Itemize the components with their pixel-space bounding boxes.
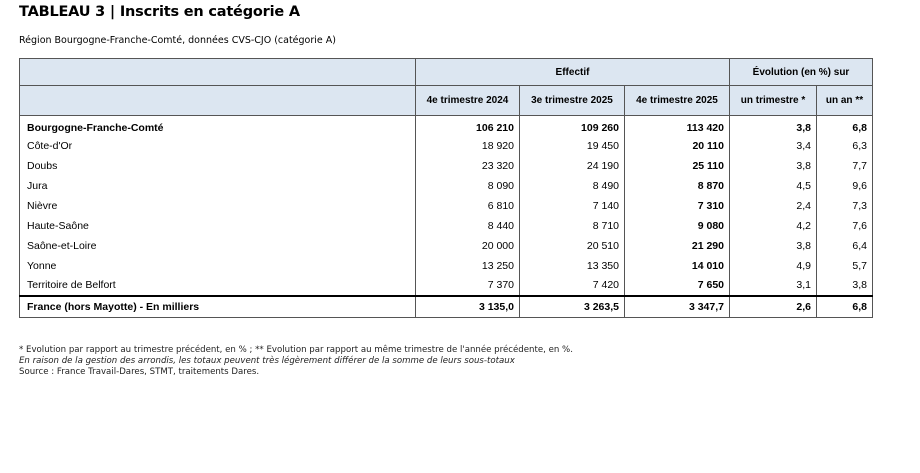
table-title: TABLEAU 3 | Inscrits en catégorie A [19, 4, 300, 20]
row-value: 23 320 [416, 156, 520, 176]
table-row [20, 276, 873, 296]
header-empty-2 [20, 86, 416, 116]
row-value: 6,3 [817, 136, 873, 156]
table-subtitle: Région Bourgogne-Franche-Comté, données CVS-CJO (catégorie A) [19, 35, 336, 46]
header-col4: un trimestre * [730, 86, 817, 116]
row-value: 8 870 [625, 176, 730, 196]
row-value: 3,1 [730, 276, 817, 296]
total-value: 6,8 [817, 296, 873, 318]
row-value: 8 490 [520, 176, 625, 196]
table-row [20, 236, 873, 256]
table-row [20, 136, 873, 156]
row-value: 8 090 [416, 176, 520, 196]
row-value: 109 260 [520, 116, 625, 136]
footnote-evolution: * Evolution par rapport au trimestre précédent, en % ; ** Evolution par rapport au même trimestre de l'année précédente, en %. [19, 345, 573, 355]
header-col3: 4e trimestre 2025 [625, 86, 730, 116]
row-value: 106 210 [416, 116, 520, 136]
row-value: 8 440 [416, 216, 520, 236]
header-col1: 4e trimestre 2024 [416, 86, 520, 116]
total-value: 3 135,0 [416, 296, 520, 318]
row-value: 3,8 [730, 156, 817, 176]
footnote-rounding: En raison de la gestion des arrondis, les totaux peuvent très légèrement différer de la somme de leurs sous-totaux [19, 356, 515, 366]
row-value: 4,9 [730, 256, 817, 276]
row-name: Nièvre [20, 196, 416, 216]
row-name: Haute-Saône [20, 216, 416, 236]
table-row [20, 216, 873, 236]
total-name: France (hors Mayotte) - En milliers [20, 296, 416, 318]
row-value: 18 920 [416, 136, 520, 156]
table-row [20, 156, 873, 176]
row-name: Territoire de Belfort [20, 276, 416, 296]
header-col5: un an ** [817, 86, 873, 116]
row-value: 9 080 [625, 216, 730, 236]
header-group-evolution: Évolution (en %) sur [730, 59, 873, 86]
row-value: 20 110 [625, 136, 730, 156]
row-value: 6,8 [817, 116, 873, 136]
row-name: Saône-et-Loire [20, 236, 416, 256]
row-value: 4,2 [730, 216, 817, 236]
row-value: 2,4 [730, 196, 817, 216]
row-value: 7,3 [817, 196, 873, 216]
row-value: 21 290 [625, 236, 730, 256]
row-value: 7 650 [625, 276, 730, 296]
row-value: 6,4 [817, 236, 873, 256]
row-value: 20 510 [520, 236, 625, 256]
row-value: 19 450 [520, 136, 625, 156]
row-value: 3,4 [730, 136, 817, 156]
row-name: Jura [20, 176, 416, 196]
row-value: 7 310 [625, 196, 730, 216]
table-row [20, 196, 873, 216]
row-value: 3,8 [817, 276, 873, 296]
row-value: 14 010 [625, 256, 730, 276]
table-row [20, 176, 873, 196]
row-name: Doubs [20, 156, 416, 176]
row-value: 3,8 [730, 236, 817, 256]
data-table [19, 58, 873, 318]
row-value: 8 710 [520, 216, 625, 236]
row-value: 6 810 [416, 196, 520, 216]
header-col2: 3e trimestre 2025 [520, 86, 625, 116]
header-empty [20, 59, 416, 86]
table-row [20, 256, 873, 276]
row-name: Côte-d'Or [20, 136, 416, 156]
table-row [20, 116, 873, 136]
row-value: 113 420 [625, 116, 730, 136]
row-value: 9,6 [817, 176, 873, 196]
row-value: 7 140 [520, 196, 625, 216]
total-value: 3 347,7 [625, 296, 730, 318]
row-value: 7 370 [416, 276, 520, 296]
row-value: 4,5 [730, 176, 817, 196]
row-value: 7,7 [817, 156, 873, 176]
total-value: 2,6 [730, 296, 817, 318]
row-value: 3,8 [730, 116, 817, 136]
total-value: 3 263,5 [520, 296, 625, 318]
row-value: 7,6 [817, 216, 873, 236]
row-value: 24 190 [520, 156, 625, 176]
row-value: 13 350 [520, 256, 625, 276]
row-name: Yonne [20, 256, 416, 276]
footnotes [19, 345, 573, 378]
row-name: Bourgogne-Franche-Comté [20, 116, 416, 136]
total-row [20, 296, 873, 318]
row-value: 20 000 [416, 236, 520, 256]
row-value: 7 420 [520, 276, 625, 296]
row-value: 13 250 [416, 256, 520, 276]
row-value: 25 110 [625, 156, 730, 176]
footnote-source: Source : France Travail-Dares, STMT, traitements Dares. [19, 367, 260, 377]
header-group-effectif: Effectif [416, 59, 730, 86]
row-value: 5,7 [817, 256, 873, 276]
